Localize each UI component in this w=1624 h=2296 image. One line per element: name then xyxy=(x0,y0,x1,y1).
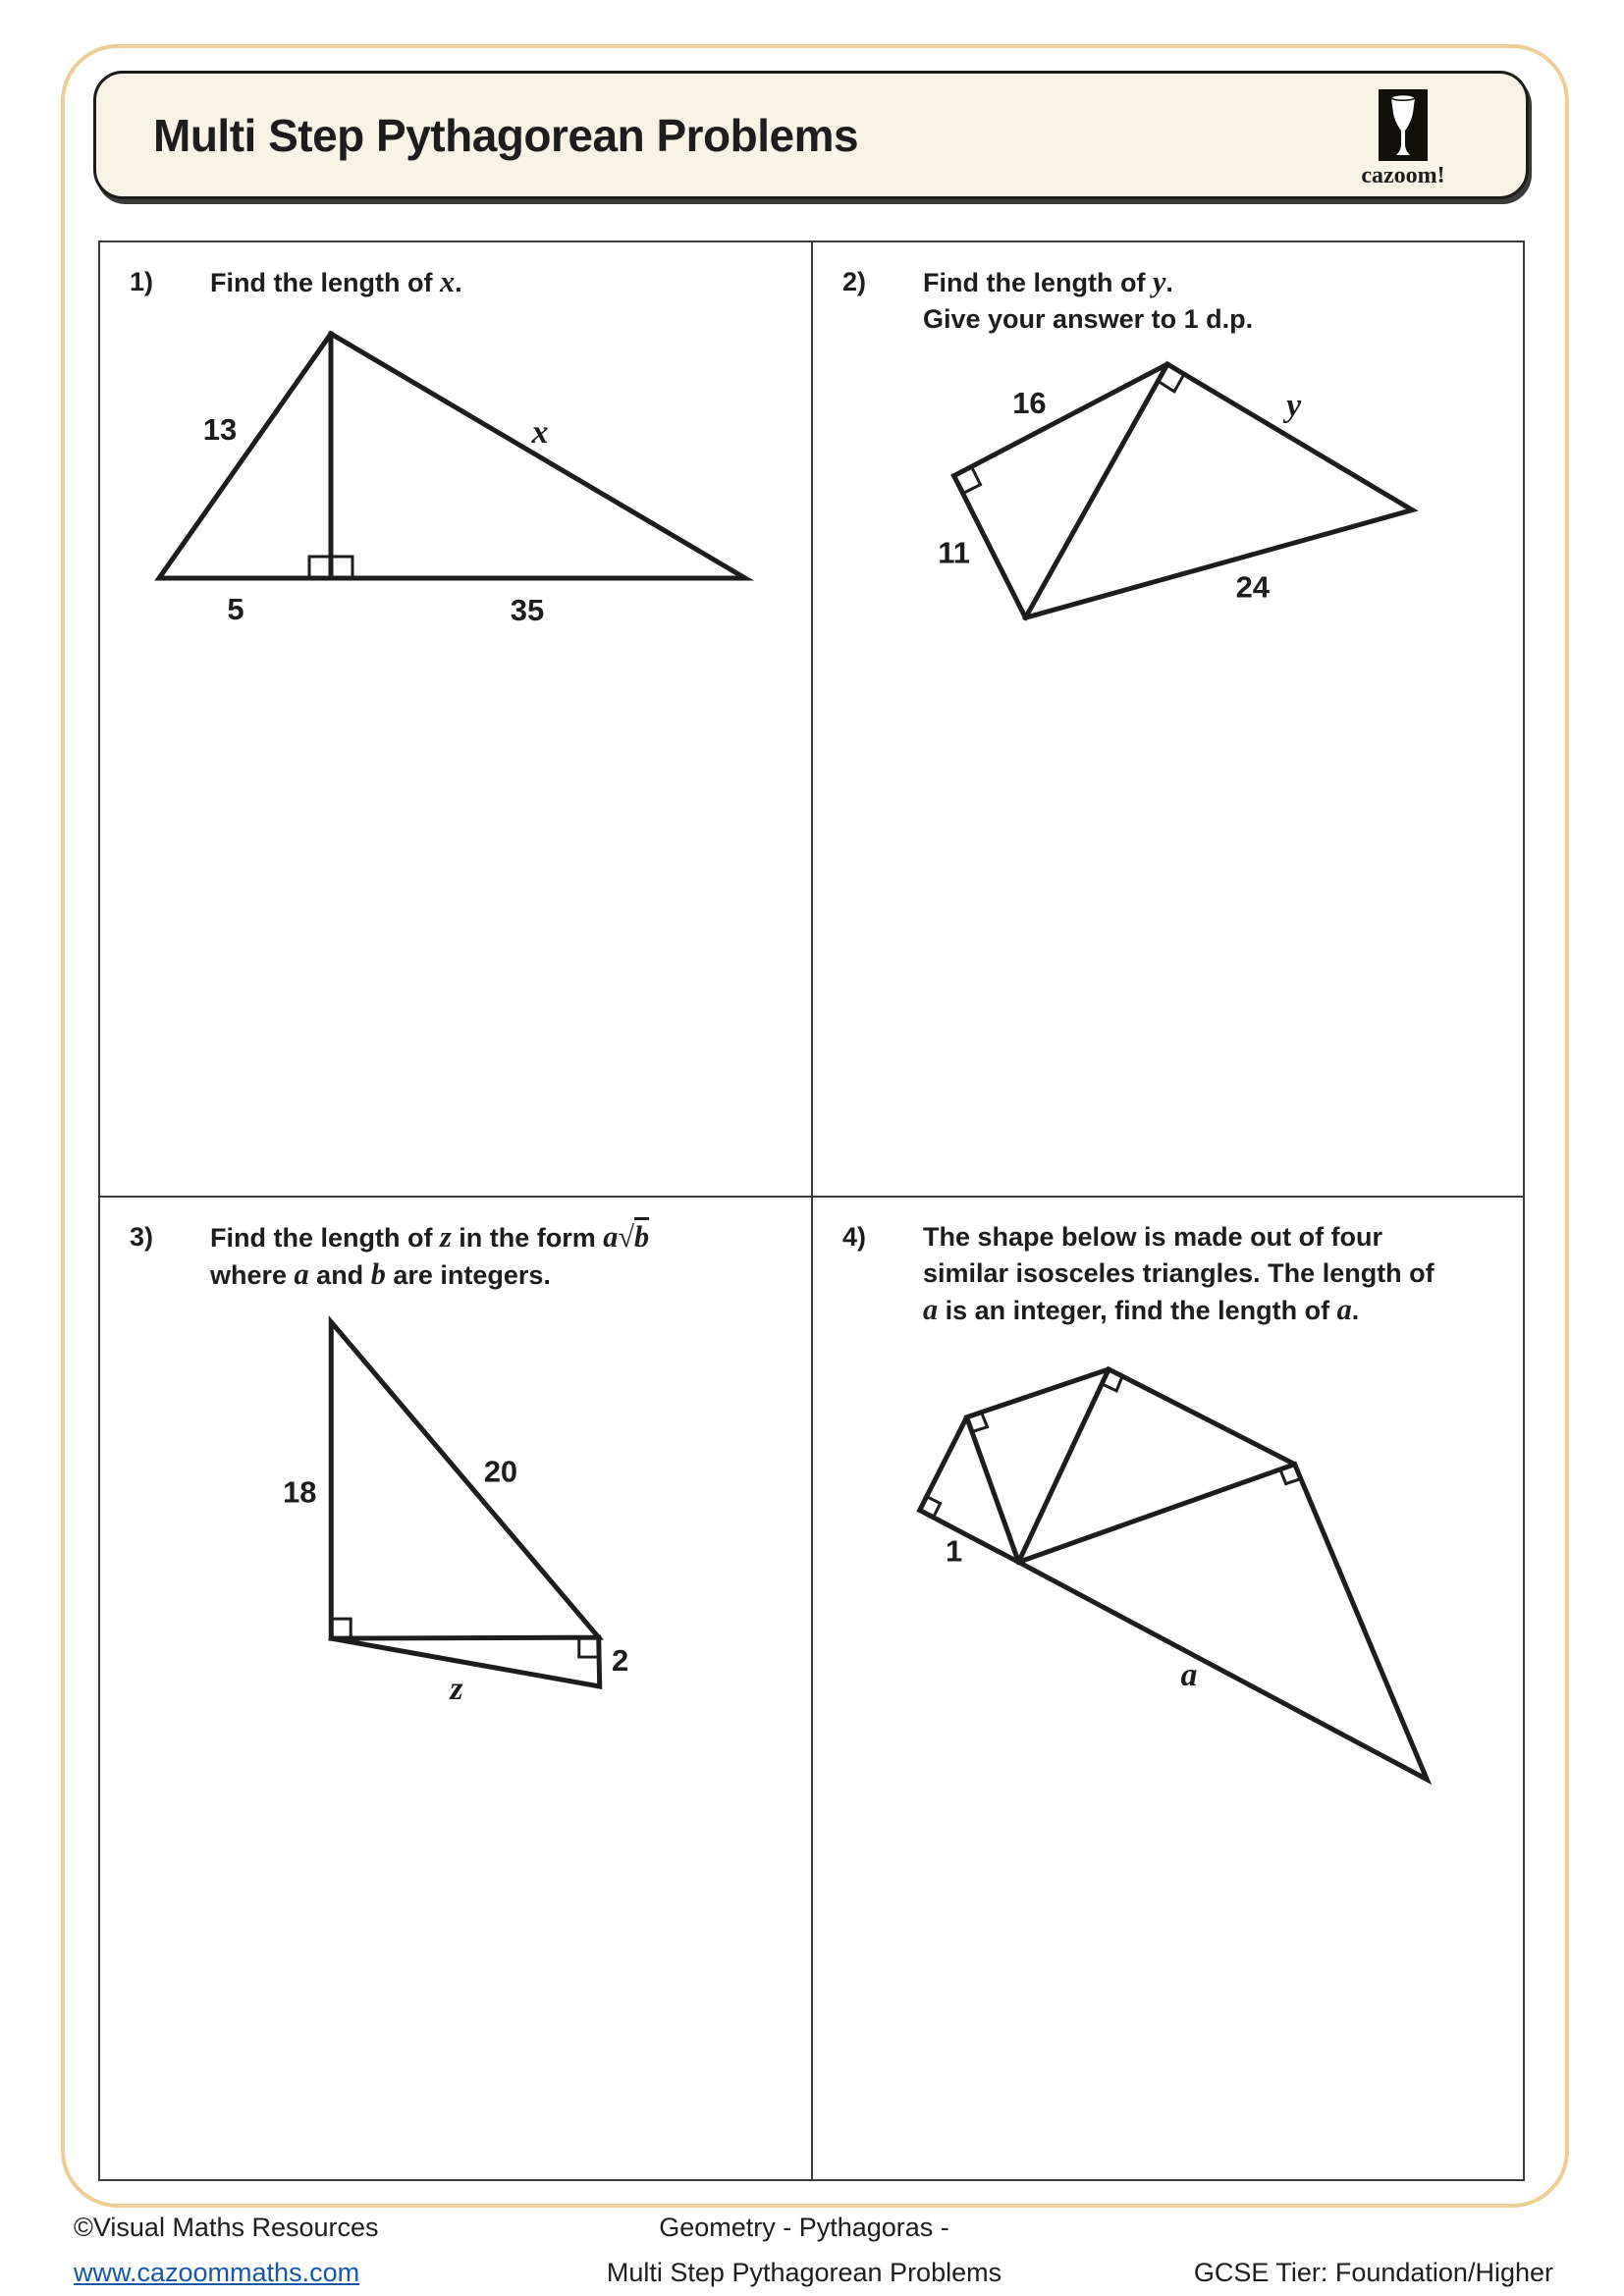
question-3-line-2: where a and b are integers. xyxy=(210,1257,551,1291)
question-4-number: 4) xyxy=(842,1222,867,1252)
question-3-number: 3) xyxy=(130,1222,154,1252)
question-1-number: 1) xyxy=(130,267,154,296)
q1-label-hypotenuse: x xyxy=(531,414,549,451)
question-3-text xyxy=(210,1219,801,1294)
q2-label-top-left: 16 xyxy=(1012,385,1047,420)
question-4-line-2: similar isosceles triangles. The length of xyxy=(923,1258,1435,1288)
q1-label-base-left: 5 xyxy=(227,592,244,626)
q3-label-right: 2 xyxy=(612,1643,629,1679)
q3-label-bottom: z xyxy=(450,1670,463,1707)
q3-right-angle-bottom-right xyxy=(579,1637,599,1657)
q4-label-left: 1 xyxy=(946,1533,963,1569)
question-2 xyxy=(842,264,1513,338)
footer-topic-line-1: Geometry - Pythagoras - xyxy=(659,2213,949,2242)
q4-diagram xyxy=(813,1198,1523,2179)
q2-label-left: 11 xyxy=(938,535,970,570)
question-4-cell xyxy=(813,1198,1523,2179)
question-3 xyxy=(130,1219,801,1294)
q3-thin-triangle xyxy=(331,1637,599,1686)
q2-label-bottom: 24 xyxy=(1235,569,1270,605)
logo-wordmark: cazoom! xyxy=(1361,163,1445,188)
question-4-line-3: a is an integer, find the length of a. xyxy=(923,1293,1360,1326)
question-grid xyxy=(98,240,1525,2181)
q3-diagram xyxy=(100,1198,811,2179)
footer-tier-label: GCSE Tier: Foundation/Higher xyxy=(1193,2258,1553,2287)
copyright-text: ©Visual Maths Resources xyxy=(74,2213,379,2242)
question-1-text xyxy=(210,264,801,301)
q1-diagram xyxy=(100,242,811,1196)
q1-label-base-right: 35 xyxy=(510,593,545,627)
footer-left xyxy=(74,2205,379,2295)
question-3-line-1: Find the length of z in the form a√b xyxy=(210,1220,650,1254)
question-1-cell xyxy=(100,242,813,1198)
question-4-line-1: The shape below is made out of four xyxy=(923,1222,1383,1252)
cazoommaths-link[interactable]: www.cazoommaths.com xyxy=(74,2258,360,2287)
footer-center xyxy=(607,2205,1001,2295)
q3-label-left: 18 xyxy=(283,1474,317,1510)
question-1-line-1: Find the length of x. xyxy=(210,265,462,298)
footer-topic-line-2: Multi Step Pythagorean Problems xyxy=(606,2258,1002,2287)
question-2-line-2: Give your answer to 1 d.p. xyxy=(923,304,1254,334)
question-1 xyxy=(130,264,801,301)
page-title: Multi Step Pythagorean Problems xyxy=(153,109,859,161)
q3-right-angle-bottom-left xyxy=(331,1619,351,1638)
worksheet-header xyxy=(93,71,1529,199)
question-4-text xyxy=(923,1219,1513,1329)
question-3-cell xyxy=(100,1198,813,2179)
question-4 xyxy=(842,1219,1513,1329)
question-2-line-1: Find the length of y. xyxy=(923,265,1173,298)
q4-shape xyxy=(920,1369,1428,1780)
q3-label-hypotenuse: 20 xyxy=(483,1454,518,1489)
question-2-text xyxy=(923,264,1513,338)
q3-main-triangle xyxy=(331,1322,598,1638)
question-2-cell xyxy=(813,242,1523,1198)
q1-label-left-side: 13 xyxy=(202,412,238,447)
cazoom-logo xyxy=(1349,89,1457,189)
q1-triangle xyxy=(159,334,745,578)
question-2-number: 2) xyxy=(842,267,867,296)
q4-label-bottom: a xyxy=(1180,1657,1198,1694)
q2-label-hypotenuse: y xyxy=(1286,387,1302,424)
djembe-drum-icon xyxy=(1379,89,1428,161)
q2-diagram xyxy=(813,242,1523,1196)
